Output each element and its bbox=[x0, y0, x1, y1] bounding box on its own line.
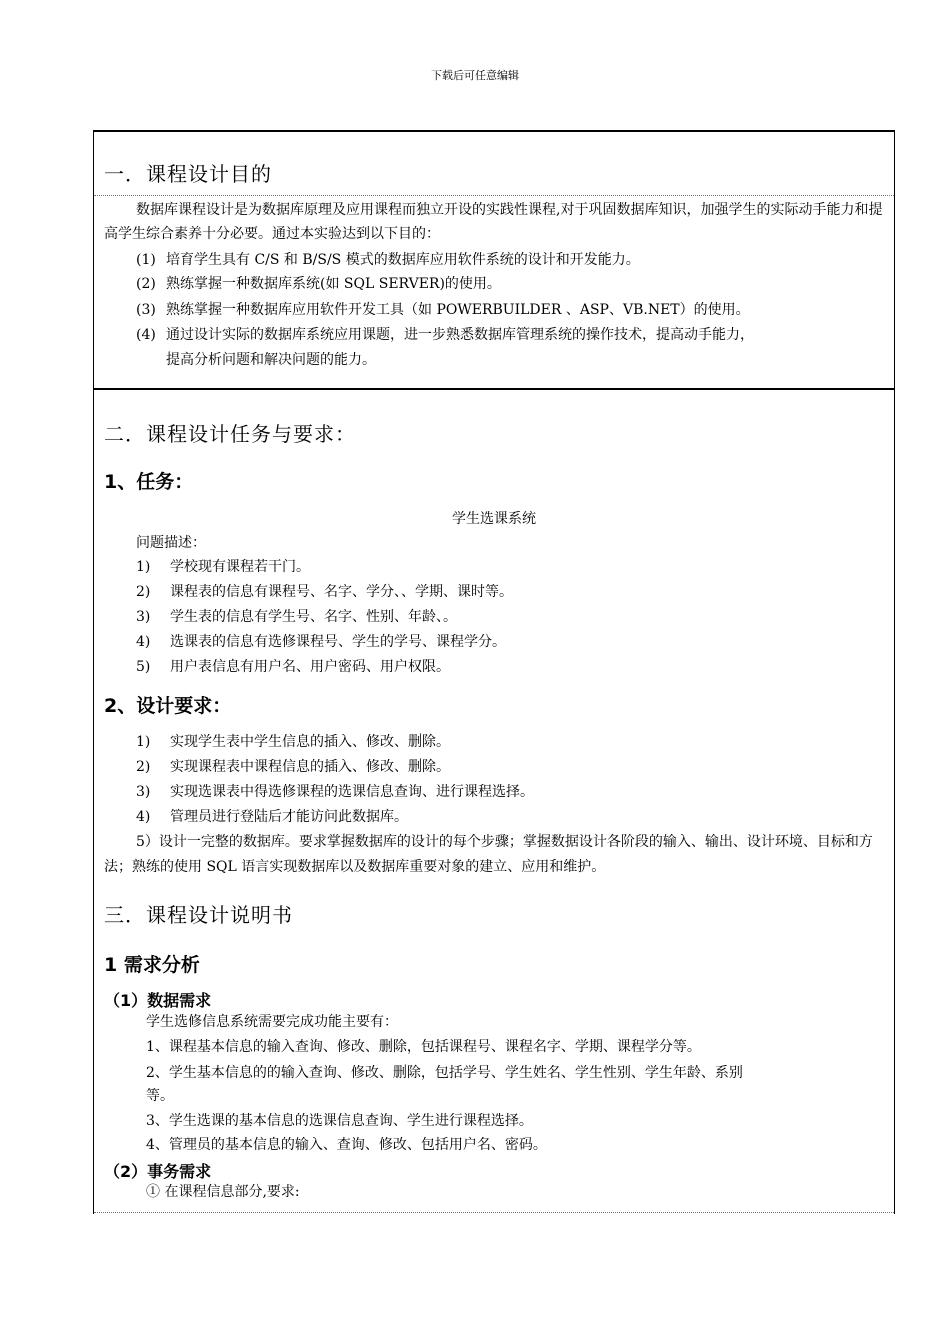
task-item: 4) 选课表的信息有选修课程号、学生的学号、课程学分。 bbox=[136, 634, 506, 650]
objective-item-continuation: 提高分析问题和解决问题的能力。 bbox=[166, 352, 376, 368]
analysis-heading: 1 需求分析 bbox=[104, 954, 200, 976]
document-table bbox=[93, 130, 895, 1214]
section-1-intro: 数据库课程设计是为数据库原理及应用课程而独立开设的实践性课程,对于巩固数据库知识，加强学生的实际动手能力和提高学生综合素养十分必要。通过本实验达到以下目的： bbox=[104, 202, 883, 242]
objective-item: (4) 通过设计实际的数据库系统应用课题，进一步熟悉数据库管理系统的操作技术，提高动手能力， bbox=[136, 327, 754, 343]
data-req-heading: （1）数据需求 bbox=[104, 991, 212, 1010]
objective-item: (1) 培育学生具有 C/S 和 B/S/S 模式的数据库应用软件系统的设计和开发能力。 bbox=[136, 252, 640, 268]
dotted-divider bbox=[94, 195, 894, 196]
biz-req-heading: （2）事务需求 bbox=[104, 1162, 212, 1181]
task-item: 2) 课程表的信息有课程号、名字、学分、、学期、课时等。 bbox=[136, 584, 513, 600]
data-req-item: 1、课程基本信息的输入查询、修改、删除，包括课程号、课程名字、学期、课程学分等。 bbox=[146, 1039, 701, 1055]
requirement-item: 2) 实现课程表中课程信息的插入、修改、删除。 bbox=[136, 759, 450, 775]
section-tasks bbox=[94, 390, 894, 1214]
objective-item: (2) 熟练掌握一种数据库系统(如 SQL SERVER)的使用。 bbox=[136, 276, 501, 292]
section-objectives bbox=[94, 130, 894, 390]
dotted-divider bbox=[94, 1212, 894, 1213]
biz-req-item: ① 在课程信息部分,要求: bbox=[146, 1184, 300, 1200]
section-2-title: 二．课程设计任务与要求： bbox=[104, 422, 356, 446]
section-1-title: 一．课程设计目的 bbox=[104, 162, 272, 186]
task-item: 3) 学生表的信息有学生号、名字、性别、年龄、。 bbox=[136, 609, 457, 625]
data-req-intro: 学生选修信息系统需要完成功能主要有： bbox=[146, 1014, 398, 1030]
task-item: 1) 学校现有课程若干门。 bbox=[136, 559, 310, 575]
data-req-item: 等。 bbox=[146, 1088, 174, 1104]
data-req-item: 3、学生选课的基本信息的选课信息查询、学生进行课程选择。 bbox=[146, 1113, 533, 1129]
requirement-item: 4) 管理员进行登陆后才能访问此数据库。 bbox=[136, 809, 408, 825]
system-title: 学生选课系统 bbox=[452, 511, 536, 527]
task-item: 5) 用户表信息有用户名、用户密码、用户权限。 bbox=[136, 659, 450, 675]
requirement-item: 3) 实现选课表中得选修课程的选课信息查询、进行课程选择。 bbox=[136, 784, 534, 800]
problem-label: 问题描述： bbox=[136, 535, 206, 551]
requirement-5: 5）设计一完整的数据库。要求掌握数据库的设计的每个步骤；掌握数据设计各阶段的输入、输出、设计环境、目标和方法；熟练的使用 SQL 语言实现数据库以及数据库重要对象的建立、应用和维护。 bbox=[104, 834, 873, 875]
data-req-item: 4、管理员的基本信息的输入、查询、修改、包括用户名、密码。 bbox=[146, 1137, 547, 1153]
data-req-item: 2、学生基本信息的的输入查询、修改、删除，包括学号、学生姓名、学生性别、学生年龄、系别 bbox=[146, 1065, 743, 1081]
header-note: 下载后可任意编辑 bbox=[431, 69, 519, 82]
section-3-title: 三．课程设计说明书 bbox=[104, 903, 293, 927]
requirements-heading: 2、设计要求： bbox=[104, 695, 232, 717]
requirement-item: 1) 实现学生表中学生信息的插入、修改、删除。 bbox=[136, 734, 450, 750]
task-heading: 1、任务： bbox=[104, 471, 194, 493]
objective-item: (3) 熟练掌握一种数据库应用软件开发工具（如 POWERBUILDER 、ASP、VB.NET）的使用。 bbox=[136, 302, 750, 318]
